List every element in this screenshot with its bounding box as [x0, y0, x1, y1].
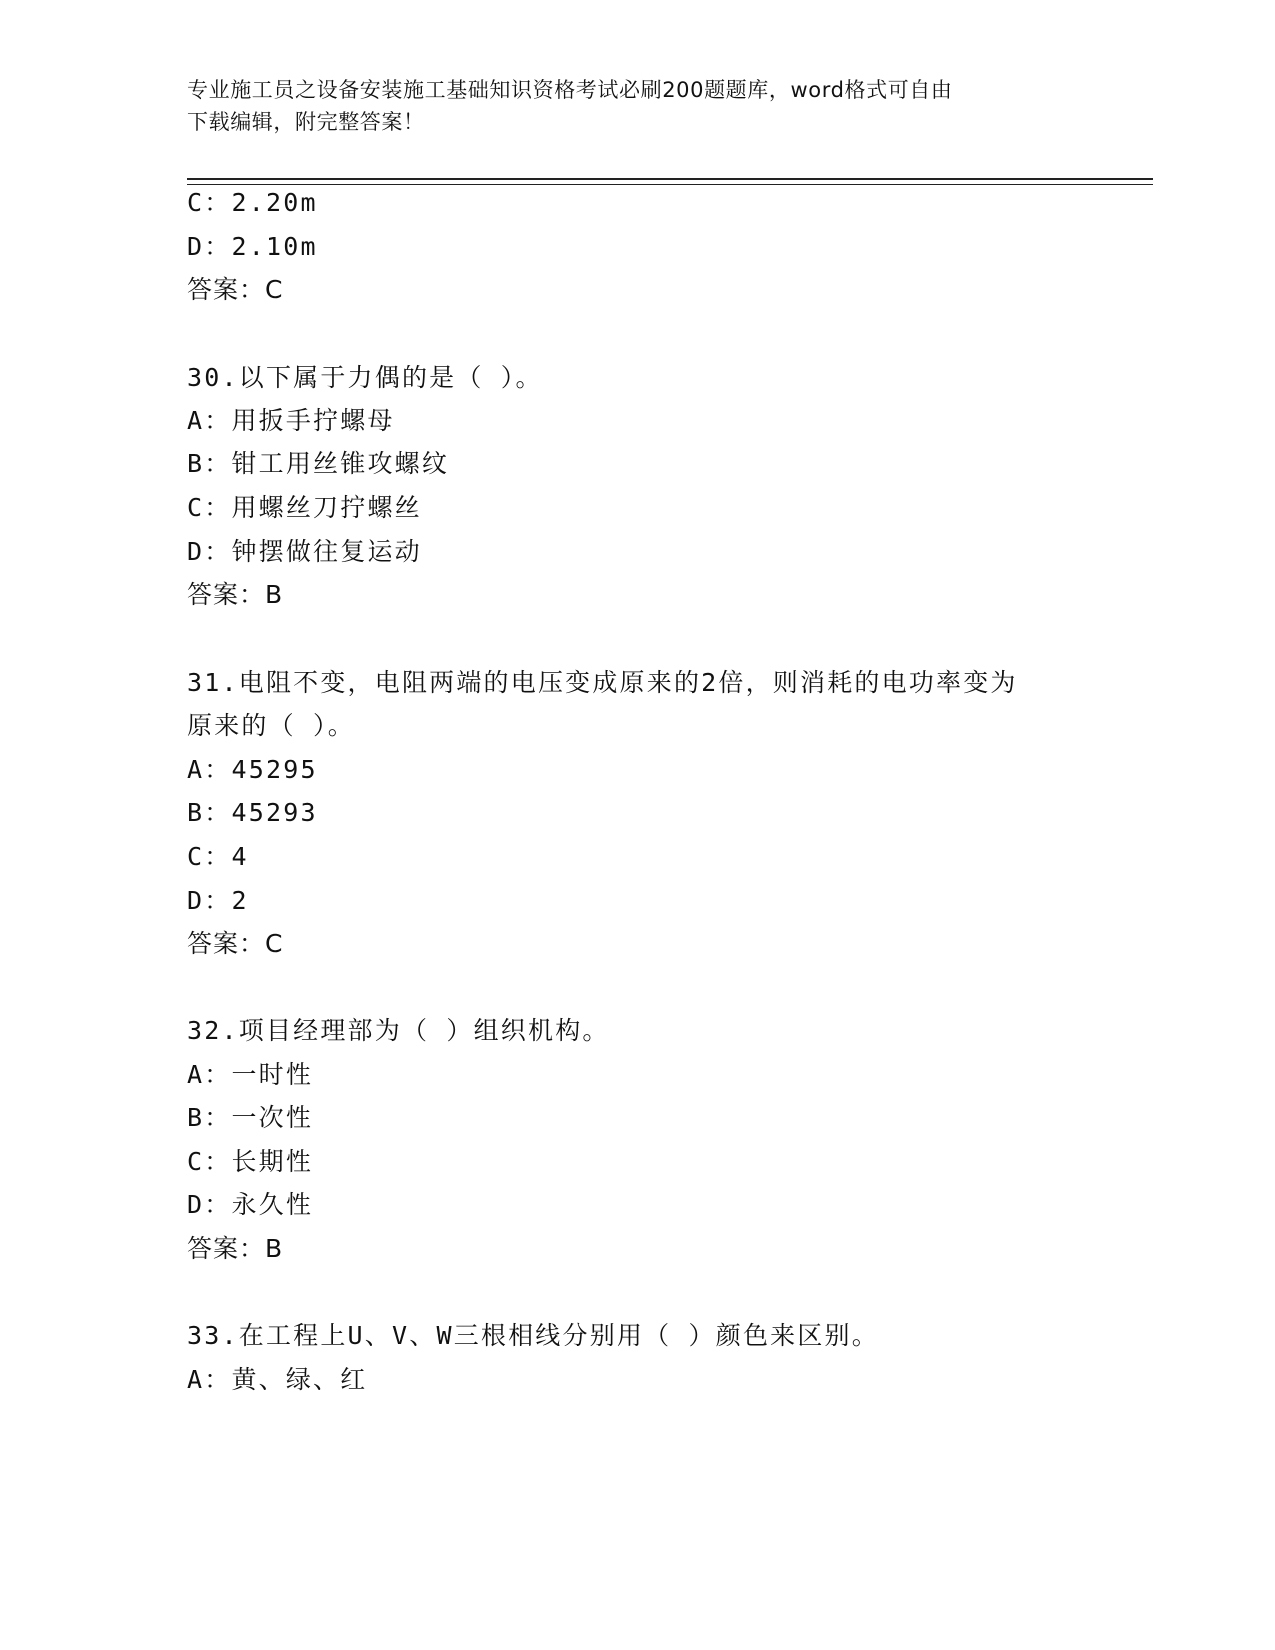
header-rule-thin — [187, 184, 1153, 185]
question-30-option-c: C：用螺丝刀拧螺丝 — [187, 493, 422, 522]
question-31-stem-line-1: 31.电阻不变，电阻两端的电压变成原来的2倍，则消耗的电功率变为 — [187, 668, 1018, 697]
option-c: C：2.20m — [187, 188, 318, 217]
header-rule-thick — [187, 178, 1153, 180]
question-30-option-a: A：用扳手拧螺母 — [187, 406, 395, 435]
question-32-option-b: B：一次性 — [187, 1103, 314, 1132]
header-line-2: 下载编辑，附完整答案！ — [187, 110, 425, 134]
answer-line: 答案：C — [187, 275, 284, 304]
question-31-stem-line-2: 原来的（ ）。 — [187, 711, 355, 740]
question-32-answer: 答案：B — [187, 1234, 284, 1263]
question-33-stem: 33.在工程上U、V、W三根相线分别用（ ）颜色来区别。 — [187, 1321, 879, 1350]
question-32-option-a: A：一时性 — [187, 1060, 314, 1089]
question-30-option-b: B：钳工用丝锥攻螺纹 — [187, 449, 450, 478]
document-header — [187, 74, 1067, 138]
question-31-answer: 答案：C — [187, 929, 284, 958]
question-30-option-d: D：钟摆做往复运动 — [187, 537, 422, 566]
question-33-option-a: A：黄、绿、红 — [187, 1365, 368, 1394]
question-31-option-b: B：45293 — [187, 798, 318, 827]
option-d: D：2.10m — [187, 232, 318, 261]
question-32-stem: 32.项目经理部为（ ）组织机构。 — [187, 1016, 610, 1045]
question-31-option-a: A：45295 — [187, 755, 318, 784]
question-30-stem: 30.以下属于力偶的是（ ）。 — [187, 363, 543, 392]
question-31-option-d: D：2 — [187, 886, 249, 915]
question-31-option-c: C：4 — [187, 842, 249, 871]
header-line-1: 专业施工员之设备安装施工基础知识资格考试必刷200题题库，word格式可自由 — [187, 78, 953, 102]
question-30-answer: 答案：B — [187, 580, 284, 609]
question-32-option-c: C：长期性 — [187, 1147, 314, 1176]
question-32-option-d: D：永久性 — [187, 1190, 314, 1219]
